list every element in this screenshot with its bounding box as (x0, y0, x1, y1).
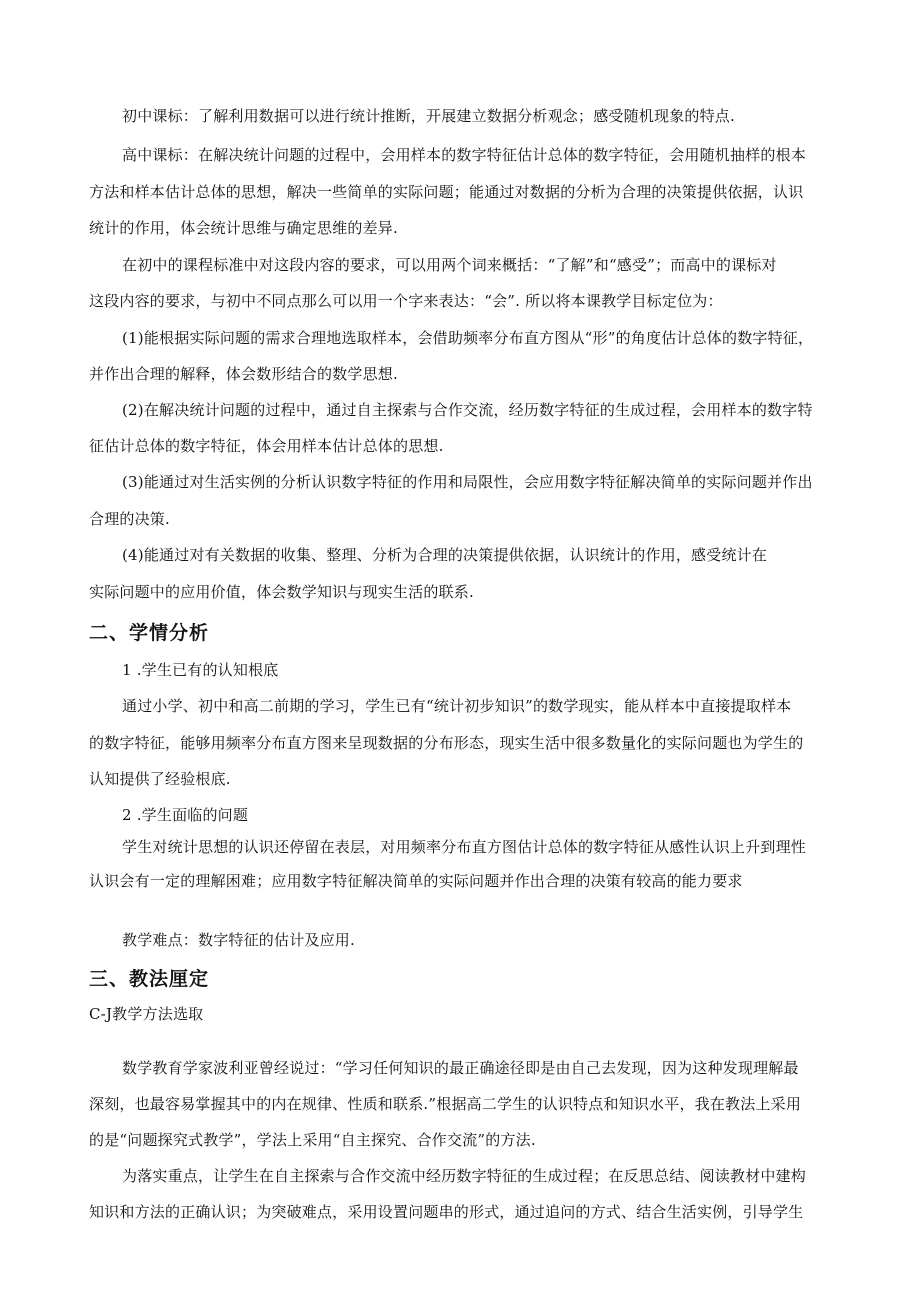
comparison-line-2: 这段内容的要求，与初中不同点那么可以用一个字来表达：“会”. 所以将本课教学目标定位为： (89, 292, 723, 310)
goal-2-line-2: 征估计总体的数字特征，体会用样本估计总体的思想. (89, 437, 444, 455)
goal-3-line-2: 合理的决策. (89, 510, 170, 528)
prior-knowledge-line-1: 通过小学、初中和高二前期的学习，学生已有“统计初步知识”的数学现实，能从样本中直接提取样本 (122, 697, 792, 715)
teaching-difficulty-line: 教学难点：数字特征的估计及应用. (122, 931, 355, 949)
goal-4-line-1: (4)能通过对有关数据的收集、整理、分析为合理的决策提供依据，认识统计的作用，感受统计在 (122, 546, 768, 564)
method-paragraph-2-line-1: 为落实重点，让学生在自主探索与合作交流中经历数字特征的生成过程；在反思总结、阅读教材中建构 (122, 1167, 807, 1185)
method-paragraph-1-line-2: 深刻，也最容易掌握其中的内在规律、性质和联系.”根据高二学生的认识特点和知识水平，我在教法上采用 (89, 1095, 802, 1113)
prior-knowledge-line-2: 的数字特征，能够用频率分布直方图来呈现数据的分布形态，现实生活中很多数量化的实际问题也为学生的 (89, 734, 804, 752)
curriculum-senior-line-2: 方法和样本估计总体的思想，解决一些简单的实际问题；能通过对数据的分析为合理的决策提供依据，认识 (89, 183, 804, 201)
curriculum-senior-line-1: 高中课标：在解决统计问题的过程中，会用样本的数字特征估计总体的数字特征，会用随机抽样的根本 (122, 146, 807, 164)
method-paragraph-2-line-2: 知识和方法的正确认识；为突破难点，采用设置问题串的形式，通过追问的方式、结合生活实例，引导学生 (89, 1203, 804, 1221)
goal-1-line-1: (1)能根据实际问题的需求合理地选取样本，会借助频率分布直方图从“形”的角度估计总体的数字特征， (122, 329, 814, 347)
section-heading-student-analysis: 二、学情分析 (89, 622, 210, 644)
comparison-line-1: 在初中的课程标准中对这段内容的要求，可以用两个词来概括：“了解”和“感受”；而高中的课标对 (122, 256, 777, 274)
method-paragraph-1-line-1: 数学教育学家波利亚曾经说过：“学习任何知识的最正确途径即是由自己去发现，因为这种发现理解最 (122, 1059, 799, 1077)
subsection-title-method-selection: C-J教学方法选取 (89, 1005, 204, 1023)
problems-line-1: 学生对统计思想的认识还停留在表层，对用频率分布直方图估计总体的数字特征从感性认识上升到理性 (122, 838, 807, 856)
curriculum-senior-line-3: 统计的作用，体会统计思维与确定思维的差异. (89, 219, 398, 237)
goal-2-line-1: (2)在解决统计问题的过程中，通过自主探索与合作交流，经历数字特征的生成过程，会用样本的数字特 (122, 401, 813, 419)
subsection-title-prior-knowledge: 1 .学生已有的认知根底 (122, 661, 279, 679)
curriculum-junior-line: 初中课标：了解利用数据可以进行统计推断，开展建立数据分析观念；感受随机现象的特点. (122, 107, 735, 125)
section-heading-teaching-method: 三、教法厘定 (89, 968, 210, 990)
problems-line-2: 认识会有一定的理解困难；应用数字特征解决简单的实际问题并作出合理的决策有较高的能力要求 (89, 872, 743, 890)
prior-knowledge-line-3: 认知提供了经验根底. (89, 770, 231, 788)
goal-1-line-2: 并作出合理的解释，体会数形结合的数学思想. (89, 365, 398, 383)
goal-3-line-1: (3)能通过对生活实例的分析认识数字特征的作用和局限性，会应用数字特征解决简单的实际问题并作出 (122, 473, 813, 491)
goal-4-line-2: 实际问题中的应用价值，体会数学知识与现实生活的联系. (89, 583, 474, 601)
subsection-title-problems: 2 .学生面临的问题 (122, 806, 249, 824)
method-paragraph-1-line-3: 的是“问题探究式教学”，学法上采用“自主探究、合作交流”的方法. (89, 1131, 536, 1149)
